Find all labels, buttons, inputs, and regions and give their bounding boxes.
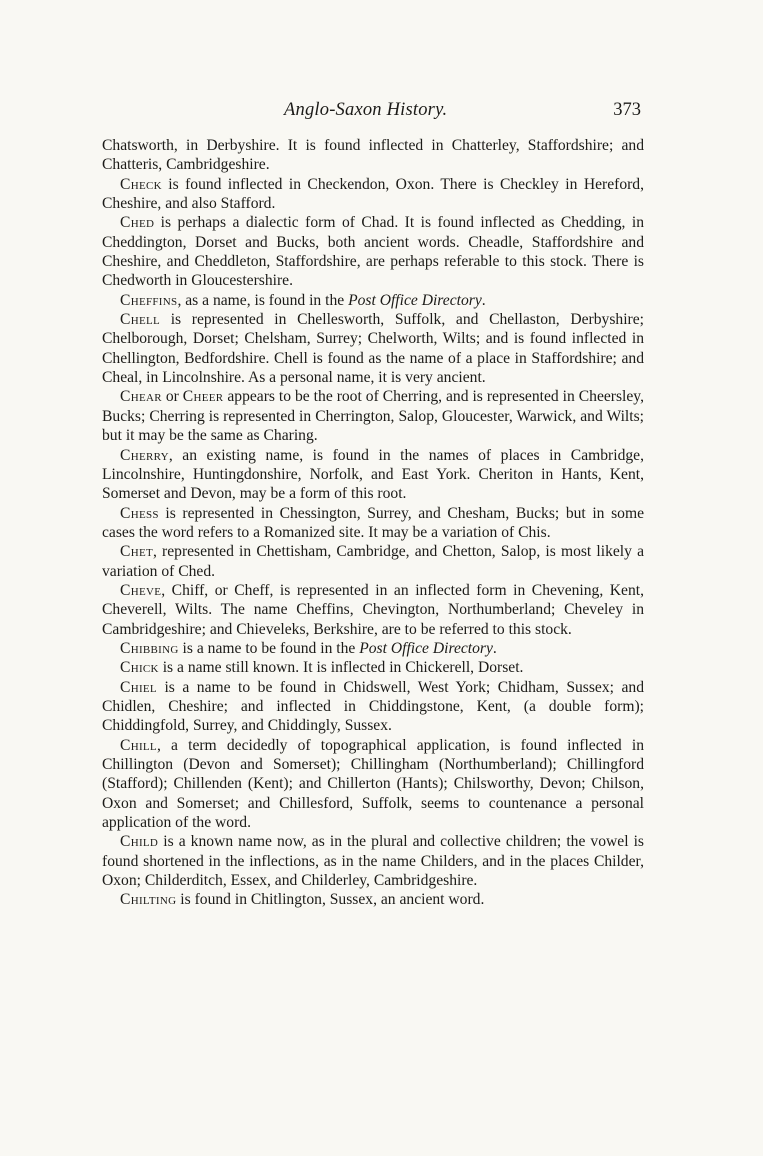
entry-text: Chatsworth, in Derbyshire. It is found inflected in Chatterley, Staffordshire; and Chatteris, Cambridgeshire. <box>102 137 644 174</box>
entry-chear <box>102 387 644 445</box>
headword: Chick <box>120 659 159 677</box>
headword: Check <box>120 175 162 193</box>
entry-chilting <box>102 890 644 909</box>
running-title: Anglo-Saxon History. <box>284 100 448 120</box>
entry-text: is found inflected in Checkendon, Oxon. There is Checkley in Hereford, Cheshire, and also Stafford. <box>102 175 644 213</box>
running-head <box>0 100 763 126</box>
entry-text: is a known name now, as in the plural and collective children; the vowel is found shortened in the inflections, as in the name Childers, and in the places Childer, Oxon; Childerditch, Essex, and Childerley, Cambridgeshire. <box>102 833 644 890</box>
headword: Chill <box>120 736 157 754</box>
headword: Chear <box>120 388 162 406</box>
entry-text: is represented in Chellesworth, Suffolk, and Chellaston, Derbyshire; Chelborough, Dorset; Chelsham, Surrey; Chelworth, Wilts; and is found inflected in Chellington, Bedfordshire. Chell is found as the name of a place in Staffordshire; and Cheal, in Lincolnshire. As a personal name, it is very ancient. <box>102 311 644 387</box>
headword: Chell <box>120 311 161 329</box>
entry-check <box>102 175 644 214</box>
entry-cheve <box>102 581 644 639</box>
entry-chick <box>102 658 644 677</box>
cited-work-title: Post Office Directory <box>348 291 482 309</box>
entry-chet <box>102 542 644 581</box>
entry-text: , Chiff, or Cheff, is represented in an inflected form in Chevening, Kent, Cheverell, Wilts. The name Cheffins, Chevington, Northumberland; Cheveley in Cambridgeshire; and Chieveleks, Berkshire, are to be referred to this stock. <box>102 581 644 638</box>
headword: Chess <box>120 504 159 522</box>
entry-text: , as a name, is found in the <box>177 291 349 309</box>
headword: Child <box>120 833 159 851</box>
entry-text: is perhaps a dialectic form of Chad. It is found inflected as Chedding, in Cheddington, Dorset and Bucks, both ancient words. Cheadle, Staffordshire and Cheshire, and Cheddleton, Staffordshire, are perhaps referable to this stock. There is Chedworth in Gloucestershire. <box>102 214 644 290</box>
headword-variant: Cheer <box>182 388 224 406</box>
entry-child <box>102 832 644 890</box>
headword: Ched <box>120 214 155 232</box>
entry-text-tail: . <box>492 639 497 657</box>
entry-chibbing <box>102 639 644 658</box>
entry-cheffins <box>102 291 644 310</box>
entry-text: , represented in Chettisham, Cambridge, and Chetton, Salop, is most likely a variation of Ched. <box>102 543 644 580</box>
cited-work-title: Post Office Directory <box>359 639 493 657</box>
headword: Chibbing <box>120 639 179 657</box>
page-number: 373 <box>613 100 641 120</box>
entry-text: , an existing name, is found in the names of places in Cambridge, Lincolnshire, Huntingdonshire, Norfolk, and East York. Cheriton in Hants, Kent, Somerset and Devon, may be a form of this root. <box>102 446 644 503</box>
entry-text: is a name still known. It is inflected in Chickerell, Dorset. <box>158 659 524 677</box>
headword-connector: or <box>161 388 183 406</box>
entry-text: appears to be the root of Cherring, and is represented in Cheersley, Bucks; Cherring is represented in Cherrington, Salop, Gloucester, Warwick, and Wilts; but it may be the same as Charing. <box>102 388 644 445</box>
entry-continued-paragraph <box>102 136 644 175</box>
entry-chell <box>102 310 644 387</box>
entry-text: , a term decidedly of topographical application, is found inflected in Chillington (Devon and Somerset); Chillingham (Northumberland); Chillingford (Stafford); Chillenden (Kent); and Chillerton (Hants); Chilsworthy, Devon; Chilson, Oxon and Somerset; and Chillesford, Suffolk, seems to countenance a personal application of the word. <box>102 736 644 832</box>
headword: Cheve <box>120 581 162 599</box>
page-text <box>102 136 644 910</box>
headword: Chilting <box>120 891 177 909</box>
headword: Chet <box>120 543 153 561</box>
entry-text: is represented in Chessington, Surrey, and Chesham, Bucks; but in some cases the word refers to a Romanized site. It may be a variation of Chis. <box>102 504 644 541</box>
headword: Cheffins <box>120 291 178 309</box>
headword: Chiel <box>120 678 157 696</box>
entry-ched <box>102 213 644 290</box>
entry-chess <box>102 504 644 543</box>
entry-text: is a name to be found in the <box>178 639 360 657</box>
entry-cherry <box>102 446 644 504</box>
entry-text: is found in Chitlington, Sussex, an ancient word. <box>176 891 485 909</box>
entry-text: is a name to be found in Chidswell, West York; Chidham, Sussex; and Chidlen, Cheshire; and inflected in Chiddingstone, Kent, (a double form); Chiddingfold, Surrey, and Chiddingly, Sussex. <box>102 678 644 735</box>
entry-chiel <box>102 678 644 736</box>
headword: Cherry <box>120 446 169 464</box>
entry-chill <box>102 736 644 833</box>
entry-text-tail: . <box>481 291 486 309</box>
